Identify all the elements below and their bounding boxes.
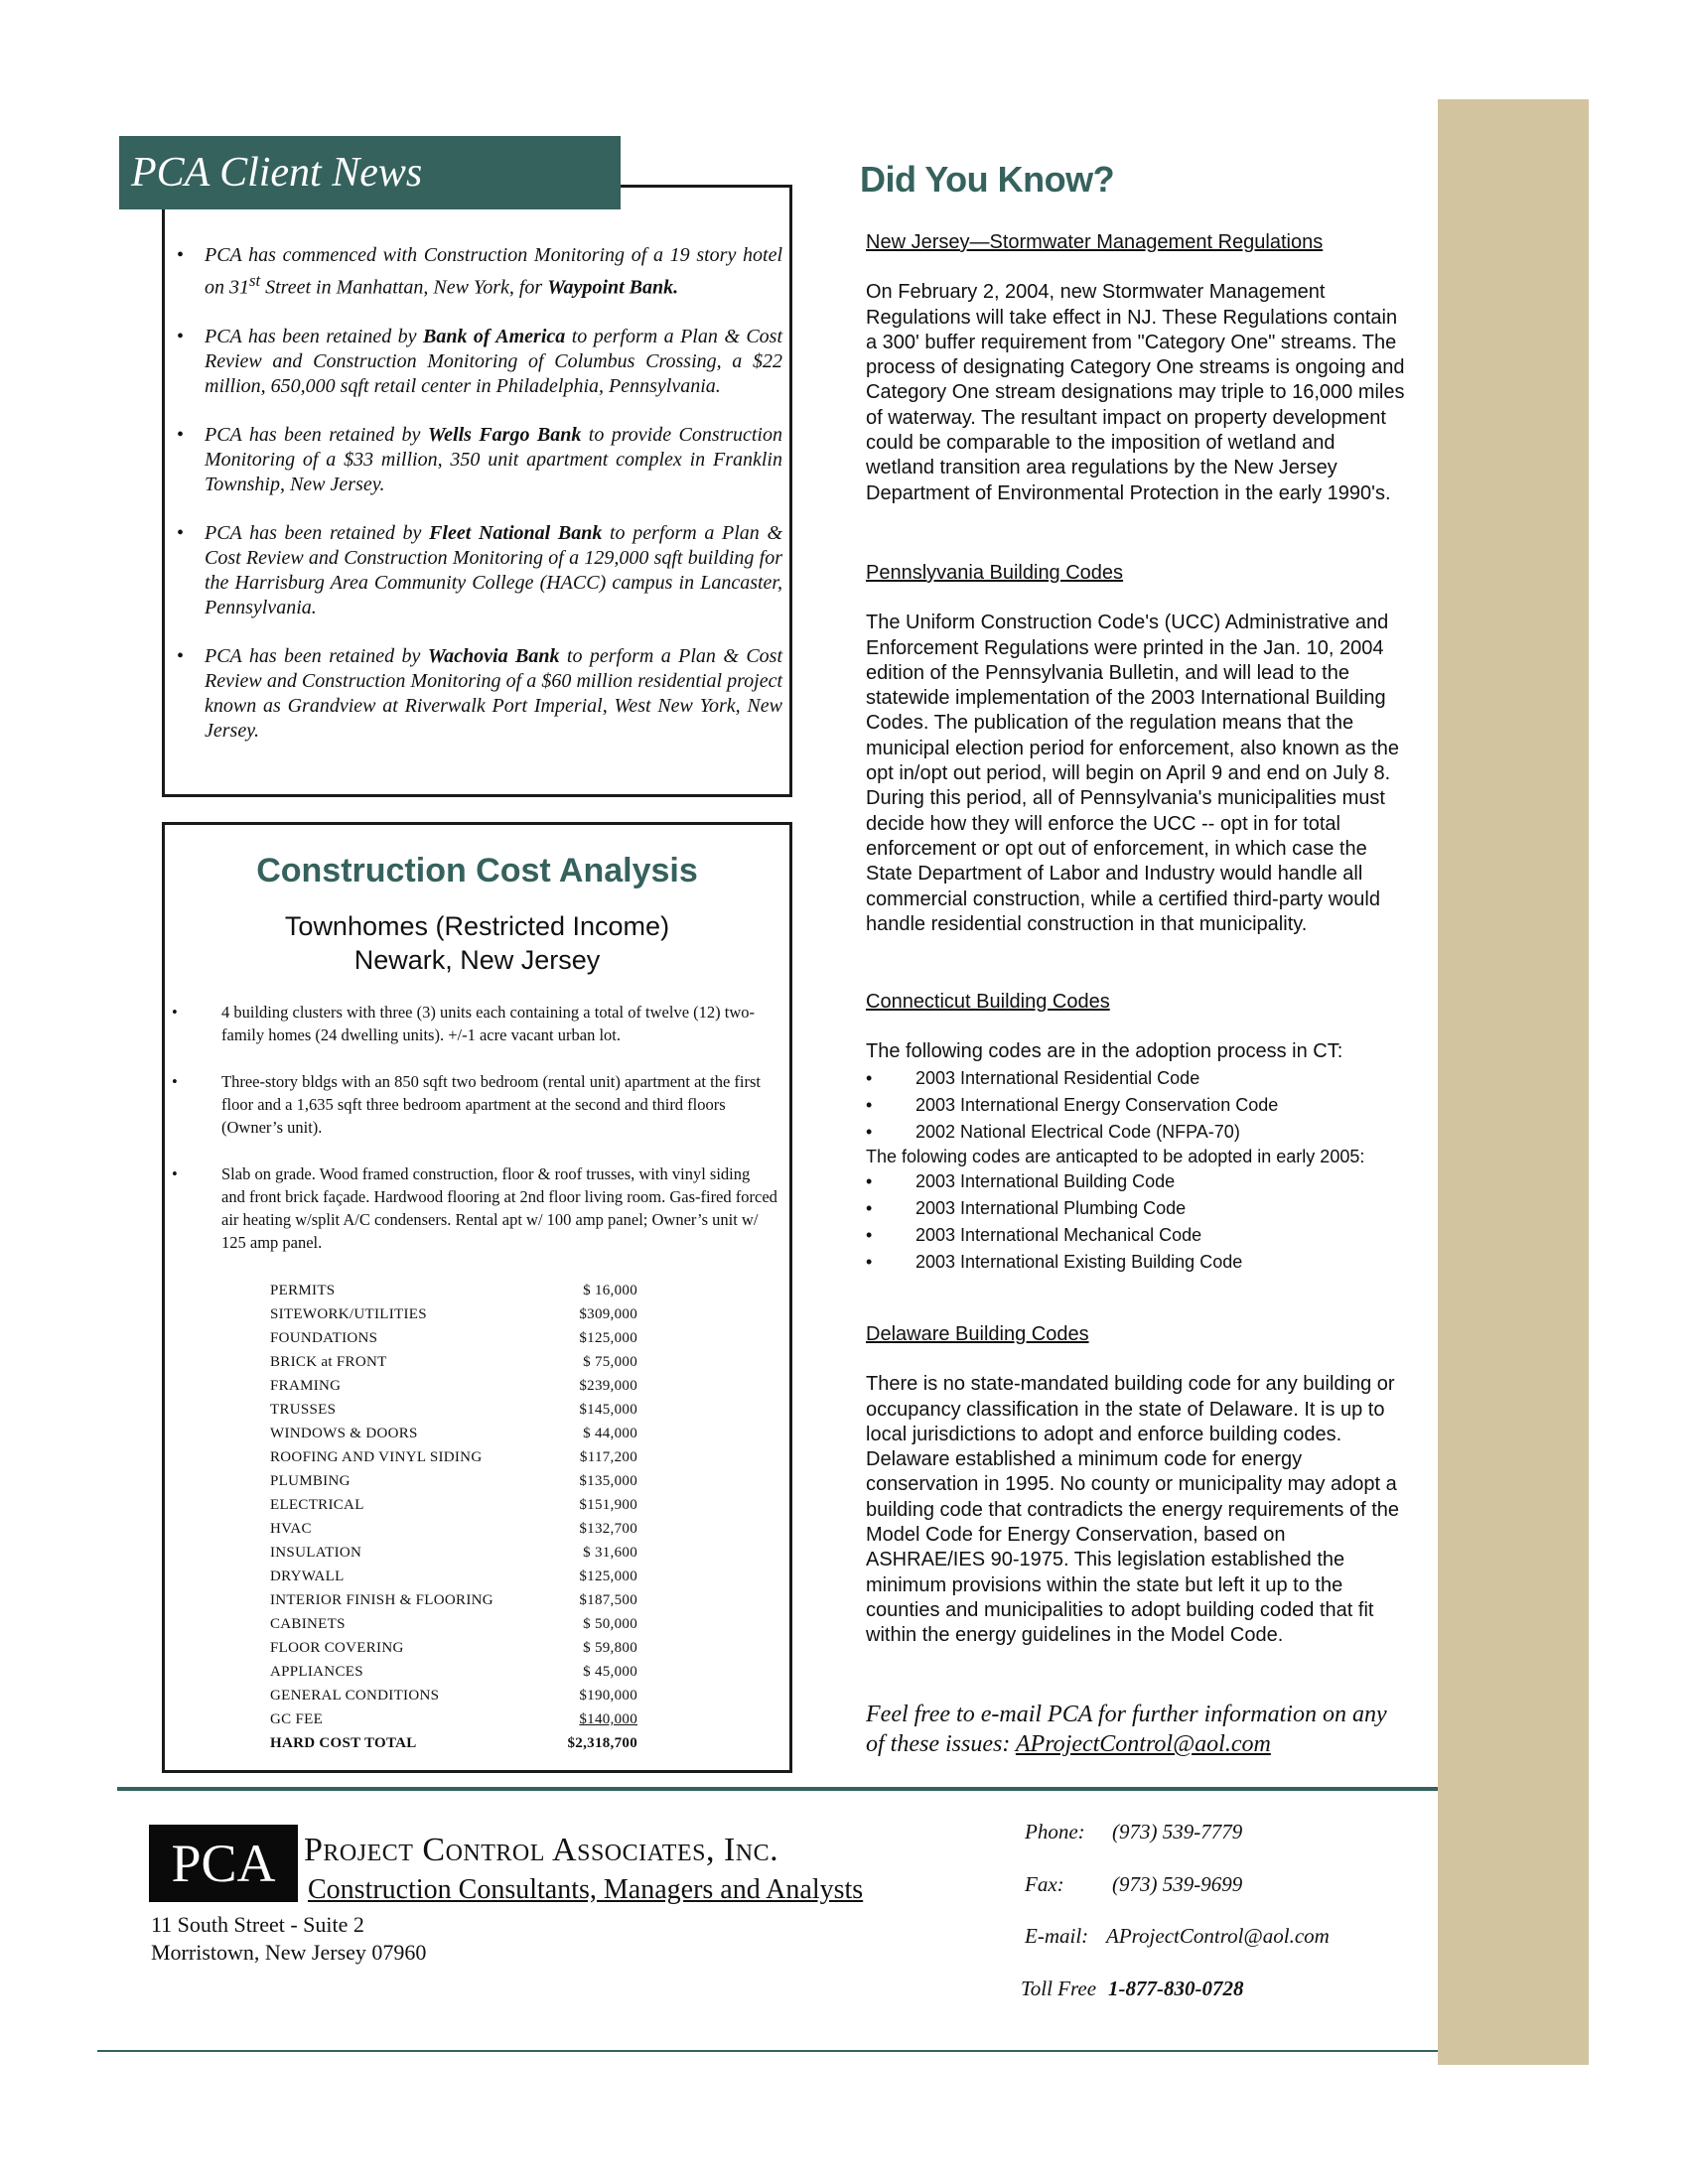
news-item: • PCA has been retained by Wells Fargo Bank to provide Construction Monitoring of a $33 million, 350 unit apartment complex in Franklin Township, New Jersey. bbox=[177, 423, 782, 497]
table-row: FOUNDATIONS $125,000 bbox=[270, 1330, 637, 1346]
table-row: CABINETS $ 50,000 bbox=[270, 1616, 637, 1632]
table-row: FLOOR COVERING $ 59,800 bbox=[270, 1640, 637, 1656]
news-item: • PCA has been retained by Fleet National Bank to perform a Plan & Cost Review and Construction Monitoring of a 129,000 sqft building for the Harrisburg Area Community College (HACC) campus in Lancaster, Pennsylvania. bbox=[177, 521, 782, 620]
phone-row: Phone: (973) 539-7779 bbox=[1025, 1820, 1243, 1843]
news-item: • PCA has been retained by Wachovia Bank to perform a Plan & Cost Review and Construction Monitoring of a $60 million residential project known as Grandview at Riverwalk Port Imperial, West New York, New Jersey. bbox=[177, 644, 782, 744]
table-row: INSULATION $ 31,600 bbox=[270, 1545, 637, 1561]
list-item: • 2003 International Mechanical Code bbox=[866, 1222, 1407, 1249]
table-row: BRICK at FRONT $ 75,000 bbox=[270, 1354, 637, 1370]
list-item: • 2003 International Residential Code bbox=[866, 1065, 1407, 1092]
cost-analysis-title: Construction Cost Analysis bbox=[256, 852, 698, 889]
cost-bullet: • Slab on grade. Wood framed construction, floor & roof trusses, with vinyl siding and front brick façade. Hardwood flooring at 2nd floor living room. Gas-fired forced air heating w/split A/C condensers. Rental apt w/ 100 amp panel; Owner’s unit w/ 125 amp panel. bbox=[172, 1162, 777, 1254]
list-item: • 2003 International Plumbing Code bbox=[866, 1195, 1407, 1222]
ct-intro: The following codes are in the adoption process in CT: bbox=[866, 1040, 1343, 1063]
cost-analysis-bullets bbox=[172, 1001, 777, 1278]
pa-section bbox=[866, 561, 1407, 937]
footer-email-link[interactable]: AProjectControl@aol.com bbox=[1106, 1924, 1330, 1948]
table-row: PLUMBING $135,000 bbox=[270, 1473, 637, 1489]
company-tagline: Construction Consultants, Managers and Analysts bbox=[308, 1874, 864, 1905]
ct-mid: The folowing codes are anticapted to be adopted in early 2005: bbox=[866, 1146, 1365, 1166]
list-item: • 2003 International Existing Building Code bbox=[866, 1249, 1407, 1276]
table-row: ROOFING AND VINYL SIDING $117,200 bbox=[270, 1449, 637, 1465]
table-row: DRYWALL $125,000 bbox=[270, 1569, 637, 1584]
table-row: TRUSSES $145,000 bbox=[270, 1402, 637, 1418]
cost-table bbox=[270, 1279, 637, 1755]
pa-text: The Uniform Construction Code's (UCC) Administrative and Enforcement Regulations were printed in the Jan. 10, 2004 edition of the Pennsylvania Bulletin, and will lead to the statewide implementation of the 2003 International Building Codes. The publication of the regulation means that the municipal election period for enforcement, also known as the opt in/opt out period, will begin on April 9 and end on July 8. During this period, all of Pennsylvania's municipalities must decide how they will enforce the UCC -- opt in for total enforcement or opt out of enforcement, in which case the State Department of Labor and Industry would handle all commercial construction, while a certified third-party would handle residential construction in that municipality. bbox=[866, 612, 1399, 935]
pca-logo: PCA bbox=[149, 1825, 298, 1902]
ct-list-adoption bbox=[866, 1065, 1407, 1146]
de-text: There is no state-mandated building code for any building or occupancy classification in the state of Delaware. It is up to local jurisdictions to adopt and enforce building codes. Delaware established a minimum code for energy conservation in 1995. No county or municipality may adopt a building code that contradicts the energy requirements of the Model Code for Energy Conservation, based on ASHRAE/IES 90-1975. This legislation established the minimum provisions within the state but left it up to the counties and municipalities to adopt building coded that fit within the energy guidelines in the Model Code. bbox=[866, 1373, 1399, 1647]
list-item: • 2002 National Electrical Code (NFPA-70) bbox=[866, 1119, 1407, 1146]
table-row: GC FEE $140,000 bbox=[270, 1711, 637, 1727]
side-stripe bbox=[1438, 99, 1589, 2065]
footer-rule-top bbox=[117, 1787, 1438, 1791]
ct-heading: Connecticut Building Codes bbox=[866, 991, 1110, 1013]
table-row: PERMITS $ 16,000 bbox=[270, 1283, 637, 1298]
did-you-know-title: Did You Know? bbox=[860, 159, 1115, 200]
news-item: • PCA has been retained by Bank of America to perform a Plan & Cost Review and Construction Monitoring of Columbus Crossing, a $22 million, 650,000 sqft retail center in Philadelphia, Pennsylvania. bbox=[177, 325, 782, 399]
client-news-title: PCA Client News bbox=[119, 136, 621, 209]
cost-analysis-location: Newark, New Jersey bbox=[353, 945, 601, 975]
cost-analysis-subtitle: Townhomes (Restricted Income) bbox=[284, 911, 670, 941]
table-row: ELECTRICAL $151,900 bbox=[270, 1497, 637, 1513]
news-item: • PCA has commenced with Construction Monitoring of a 19 story hotel on 31st Street in Manhattan, New York, for Waypoint Bank. bbox=[177, 243, 782, 301]
de-section bbox=[866, 1322, 1407, 1649]
table-row: HVAC $132,700 bbox=[270, 1521, 637, 1537]
client-news-list bbox=[177, 243, 782, 767]
contact-note: Feel free to e-mail PCA for further information on any of these issues: AProjectControl@aol.com bbox=[866, 1702, 1387, 1757]
nj-text: On February 2, 2004, new Stormwater Management Regulations will take effect in NJ. These Regulations contain a 300' buffer requirement from "Category One" streams. The process of designating Category One streams is ongoing and Category One stream designations may triple to 16,000 miles of waterway. The resultant impact on property development could be comparable to the imposition of wetland and wetland transition area regulations by the New Jersey Department of Environmental Protection in the early 1990's. bbox=[866, 281, 1405, 504]
footer-rule-bottom bbox=[97, 2050, 1438, 2052]
cost-bullet: • 4 building clusters with three (3) units each containing a total of twelve (12) two-family homes (24 dwelling units). +/-1 acre vacant urban lot. bbox=[172, 1001, 777, 1046]
table-row: GENERAL CONDITIONS $190,000 bbox=[270, 1688, 637, 1704]
table-row: SITEWORK/UTILITIES $309,000 bbox=[270, 1306, 637, 1322]
pa-heading: Pennslyvania Building Codes bbox=[866, 562, 1124, 584]
ct-list-anticipated bbox=[866, 1168, 1407, 1276]
tollfree-row: Toll Free 1-877-830-0728 bbox=[1021, 1977, 1244, 2000]
table-row: APPLIANCES $ 45,000 bbox=[270, 1664, 637, 1680]
list-item: • 2003 International Energy Conservation Code bbox=[866, 1092, 1407, 1119]
nj-heading: New Jersey—Stormwater Management Regulations bbox=[866, 231, 1324, 253]
table-total-row: HARD COST TOTAL $2,318,700 bbox=[270, 1735, 637, 1751]
de-heading: Delaware Building Codes bbox=[866, 1323, 1089, 1345]
table-row: FRAMING $239,000 bbox=[270, 1378, 637, 1394]
email-row: E-mail: AProjectControl@aol.com bbox=[1025, 1924, 1330, 1948]
list-item: • 2003 International Building Code bbox=[866, 1168, 1407, 1195]
address-line-2: Morristown, New Jersey 07960 bbox=[151, 1940, 427, 1965]
table-row: WINDOWS & DOORS $ 44,000 bbox=[270, 1426, 637, 1441]
ct-section bbox=[866, 990, 1407, 1276]
address-line-1: 11 South Street - Suite 2 bbox=[151, 1912, 364, 1937]
nj-section bbox=[866, 230, 1407, 506]
cost-bullet: • Three-story bldgs with an 850 sqft two bedroom (rental unit) apartment at the first floor and a 1,635 sqft three bedroom apartment at the second and third floors (Owner’s unit). bbox=[172, 1070, 777, 1139]
contact-email-link[interactable]: AProjectControl@aol.com bbox=[1015, 1731, 1271, 1757]
fax-row: Fax: (973) 539-9699 bbox=[1025, 1872, 1243, 1896]
table-row: INTERIOR FINISH & FLOORING $187,500 bbox=[270, 1592, 637, 1608]
company-name: Project Control Associates, Inc. bbox=[304, 1832, 779, 1868]
